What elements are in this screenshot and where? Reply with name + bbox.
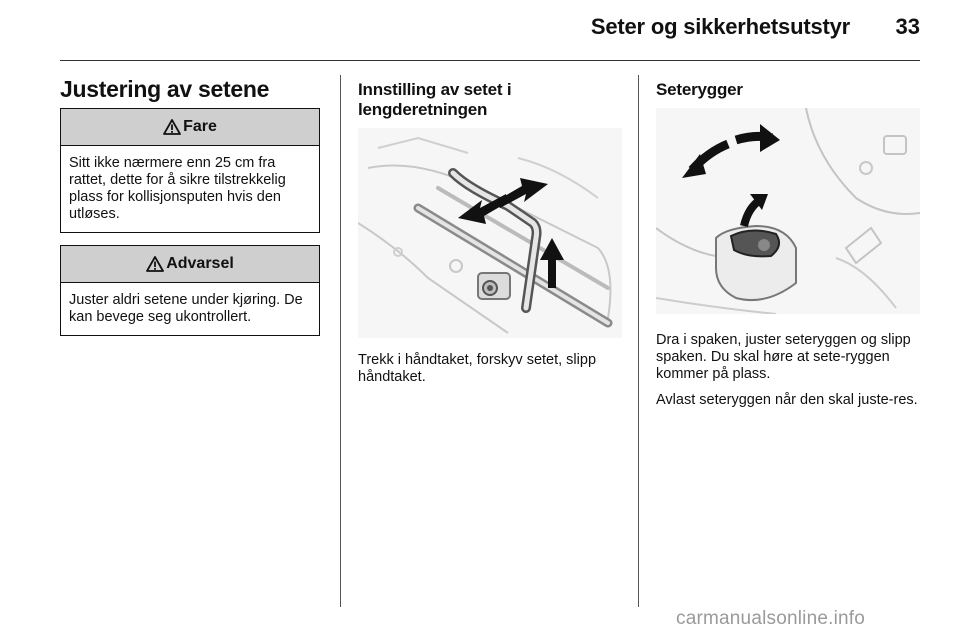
backrest-illustration	[656, 108, 920, 314]
warning-triangle-icon	[146, 256, 164, 272]
caution-notice-header	[61, 246, 319, 283]
caution-notice-text: Juster aldri setene under kjøring. De kan bevege seg ukontrollert.	[69, 292, 303, 325]
section-heading-backrest: Seterygger	[656, 80, 743, 99]
right-column	[656, 74, 922, 100]
middle-instruction-text: Trekk i håndtaket, forskyv setet, slipp håndtaket.	[358, 352, 597, 385]
middle-column	[358, 74, 624, 120]
danger-notice-label: Fare	[183, 118, 217, 135]
danger-notice	[60, 108, 320, 233]
section-heading-longitudinal: Innstilling av setet i lengderetningen	[358, 80, 512, 119]
page-header-title: Seter og sikkerhetsutstyr	[590, 14, 850, 39]
right-instruction-text-2: Avlast seteryggen når den skal juste-res.	[656, 392, 918, 408]
caution-notice-label: Advarsel	[166, 255, 234, 272]
danger-notice-header	[61, 109, 319, 146]
caution-notice	[60, 245, 320, 336]
section-heading-seat-adjustment: Justering av setene	[60, 76, 270, 102]
danger-notice-text: Sitt ikke nærmere enn 25 cm fra rattet, dette for å sikre tilstrekkelig plass for kollisjonsputen hvis den utløses.	[69, 155, 286, 222]
seat-rail-illustration	[358, 128, 622, 338]
column-divider-left	[340, 75, 341, 607]
header-rule	[60, 60, 920, 61]
watermark-text: carmanualsonline.info	[676, 608, 866, 629]
column-divider-right	[638, 75, 639, 607]
right-instruction-text-1: Dra i spaken, juster seteryggen og slipp spaken. Du skal høre at sete-ryggen kommer på plass.	[656, 332, 911, 382]
warning-triangle-icon	[163, 119, 181, 135]
page-number: 33	[895, 14, 920, 39]
